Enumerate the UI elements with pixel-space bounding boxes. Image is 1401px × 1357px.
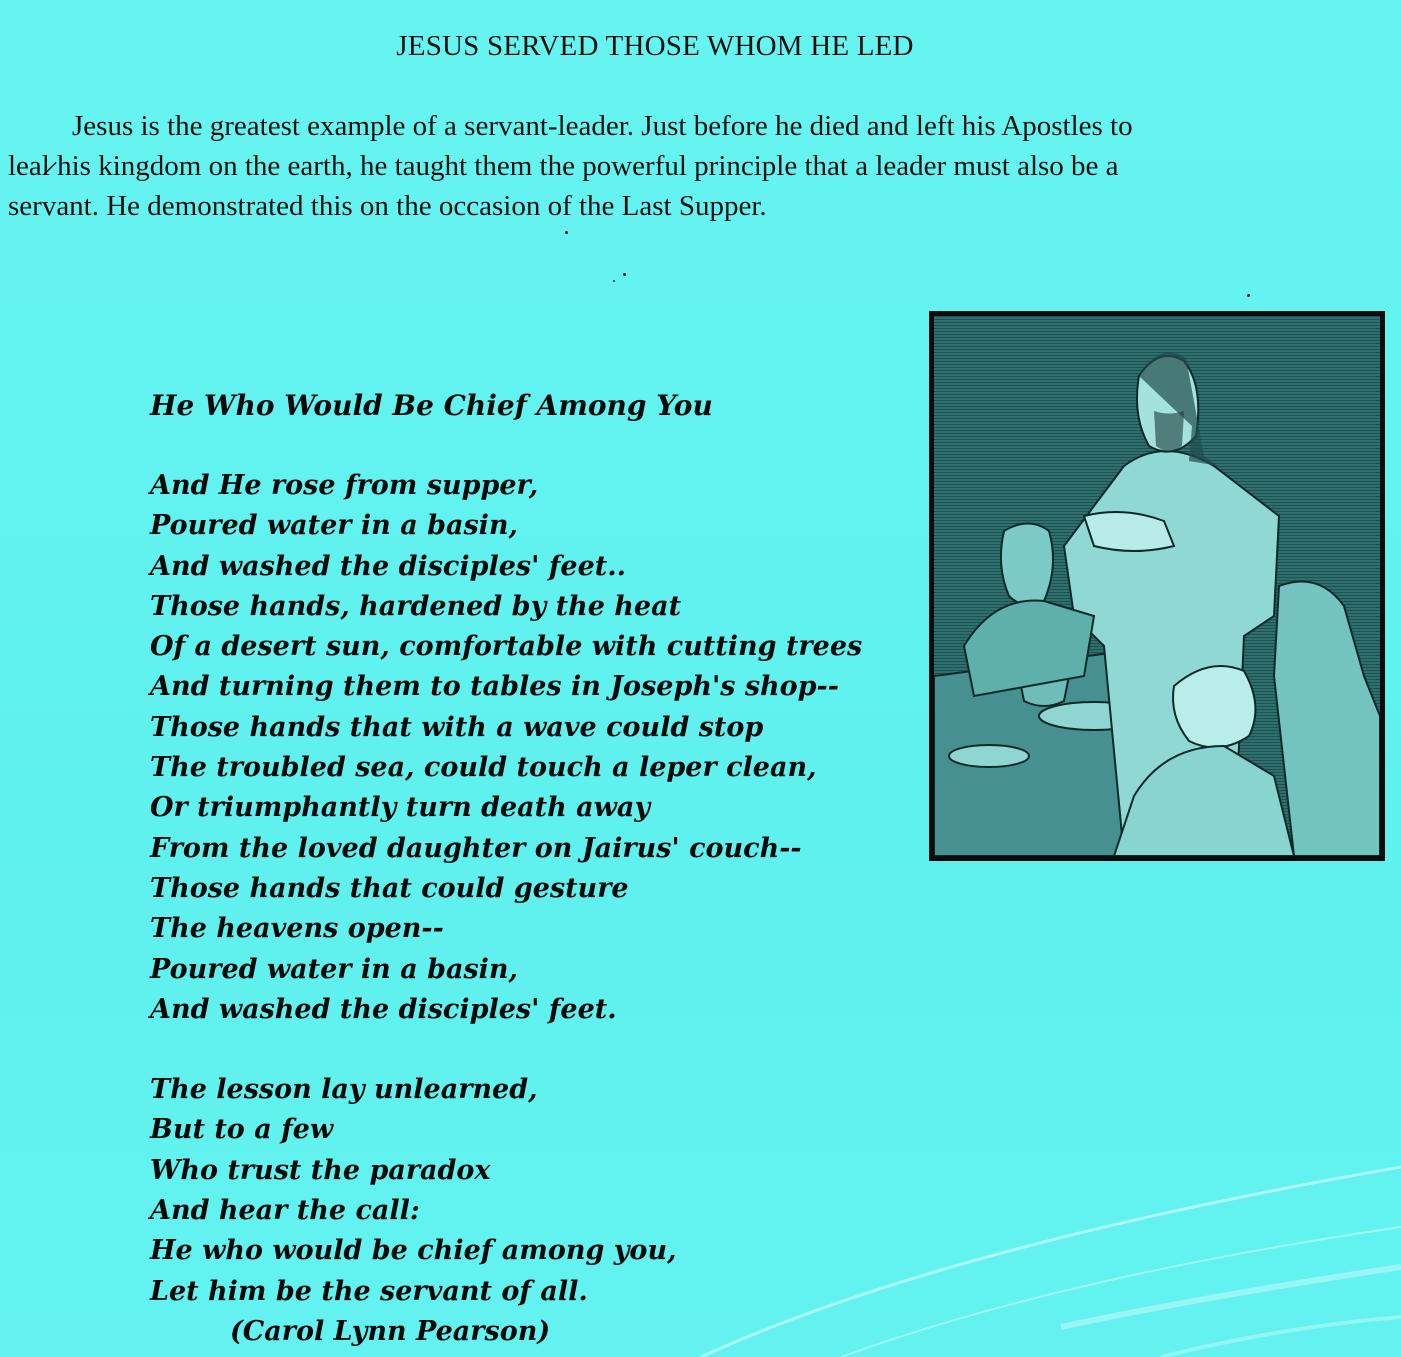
intro-line-1: [8, 106, 1338, 146]
intro-line-3: servant. He demonstrated this on the occasion of the Last Supper.: [8, 190, 767, 222]
poem-line: But to a few: [150, 1114, 334, 1146]
intro-paragraph: [8, 106, 1338, 226]
poem-line: From the loved daughter on Jairus' couch--: [150, 832, 802, 864]
sheen-streak: [1161, 1317, 1401, 1357]
poem-line: He who would be chief among you,: [150, 1235, 677, 1267]
poem-line: And washed the disciples' feet.: [150, 993, 617, 1025]
poem-line: The troubled sea, could touch a leper clean,: [150, 752, 817, 784]
poem-line: And He rose from supper,: [150, 470, 539, 501]
speck: [1247, 294, 1250, 297]
sheen-streak: [1061, 1267, 1401, 1327]
speck: [565, 231, 568, 234]
poem-stanza-1: [150, 466, 910, 1030]
last-supper-illustration: [929, 311, 1385, 861]
poem-line: Of a desert sun, comfortable with cutting trees: [150, 631, 863, 663]
speck: [623, 273, 626, 276]
stanza-gap: [150, 1030, 910, 1070]
poem-line: And washed the disciples' feet..: [150, 550, 627, 582]
poem-attribution: (Carol Lynn Pearson): [230, 1315, 551, 1347]
poem-line: Those hands, hardened by the heat: [150, 590, 682, 622]
intro-line-2: leal̷ his kingdom on the earth, he taught them the powerful principle that a leader must also be a: [8, 150, 1119, 182]
intro-line-1-text: Jesus is the greatest example of a servant-leader. Just before he died and left his Apostles to: [72, 110, 1133, 142]
beard: [1154, 411, 1184, 451]
poem-line: Who trust the paradox: [150, 1154, 491, 1186]
seated-disciple-head: [1001, 524, 1053, 606]
illustration-drawing: [934, 316, 1380, 856]
poem-line: Or triumphantly turn death away: [150, 792, 651, 824]
poem-line: Let him be the servant of all.: [150, 1275, 588, 1307]
speck: [613, 280, 615, 282]
poem-line: Poured water in a basin,: [150, 953, 518, 985]
poem-stanza-2: [150, 1070, 910, 1312]
sheen-streak: [841, 1227, 1401, 1357]
poem-line: Those hands that could gesture: [150, 872, 629, 904]
poem-line: Poured water in a basin,: [150, 510, 518, 542]
poem-title: He Who Would Be Chief Among You: [150, 389, 713, 422]
plate: [949, 745, 1029, 767]
poem: [150, 386, 910, 1352]
poem-line: The heavens open--: [150, 913, 444, 945]
poem-line: And hear the call:: [150, 1195, 420, 1227]
poem-line: And turning them to tables in Joseph's shop--: [150, 671, 839, 703]
poem-line: The lesson lay unlearned,: [150, 1074, 538, 1106]
foreground-disciple-head: [1173, 666, 1255, 747]
page-heading: JESUS SERVED THOSE WHOM HE LED: [396, 30, 914, 62]
poem-line: Those hands that with a wave could stop: [150, 711, 764, 743]
